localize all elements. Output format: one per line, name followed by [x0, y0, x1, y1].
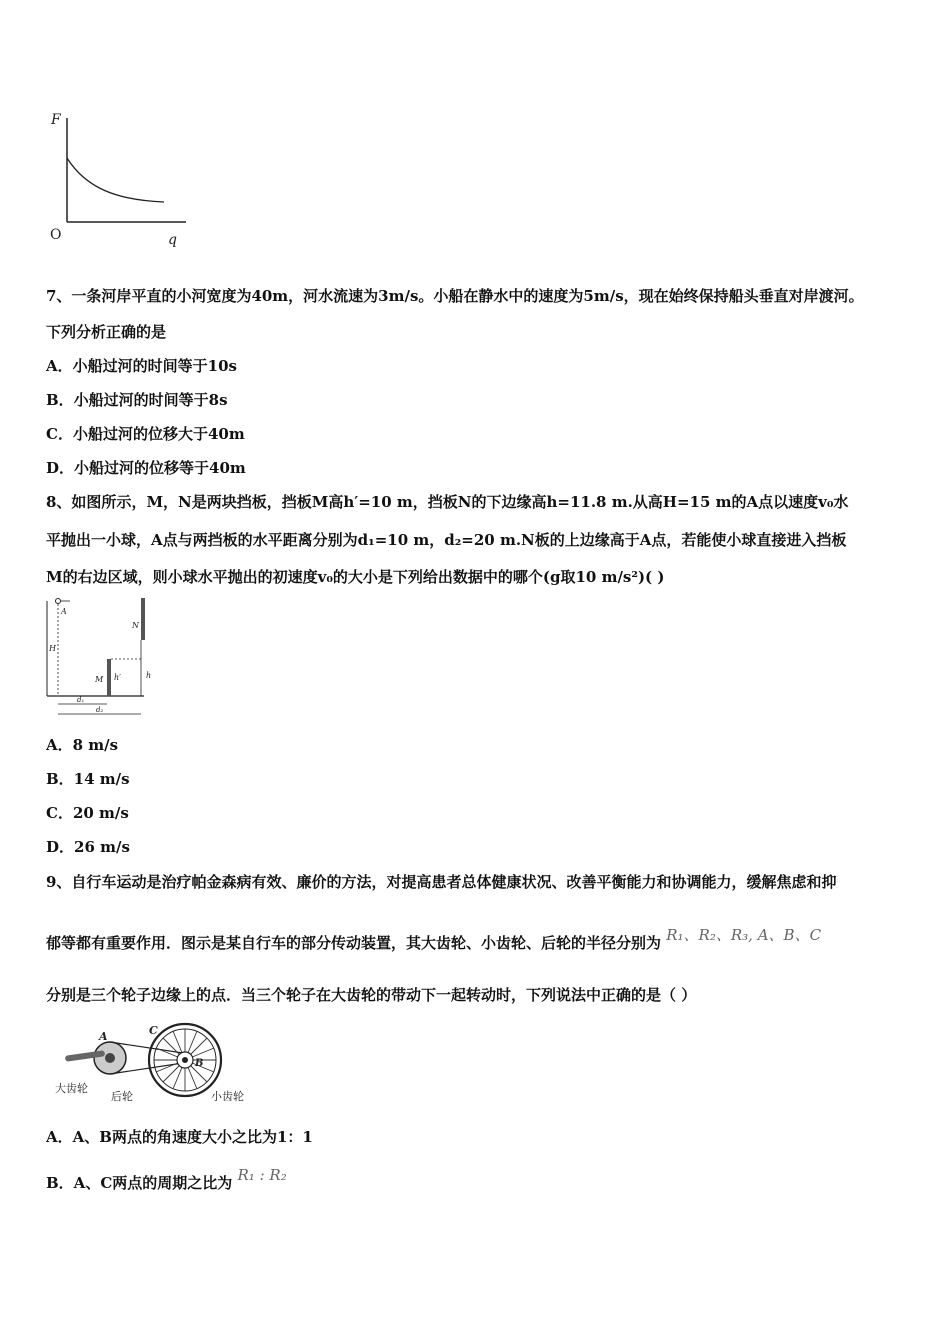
q9-radii-formula: R₁、R₂、R₃, A、B、C: [666, 926, 822, 944]
distance-d2-label: d₂: [96, 706, 104, 714]
q7-stem-line1: 7、一条河岸平直的小河宽度为40m，河水流速为3m/s。小船在静水中的速度为5m/s，现在始终保持船头垂直对岸渡河。: [46, 287, 864, 305]
q9-stem-line1: 9、自行车运动是治疗帕金森病有效、廉价的方法，对提高患者总体健康状况、改善平衡能力和协调能力，缓解焦虑和抑: [46, 873, 837, 891]
barrier-n-label: N: [132, 621, 139, 630]
q8-stem-line1: 8、如图所示，M，N是两块挡板，挡板M高h′=10 m，挡板N的下边缘高h=11.8 m.从高H=15 m的A点以速度v₀水: [46, 493, 849, 511]
distance-d1-label: d₁: [77, 696, 85, 704]
q9-stem-line2-text: 郁等都有重要作用．图示是某自行车的部分传动装置，其大齿轮、小齿轮、后轮的半径分别为: [46, 934, 662, 952]
q9-option-b-ratio: R₁ : R₂: [237, 1166, 287, 1184]
q8-option-b: B．14 m/s: [46, 770, 130, 788]
q7-option-d: D．小船过河的位移等于40m: [46, 459, 246, 477]
f-axis-label: F: [51, 112, 61, 128]
q9-stem-line2: [46, 926, 822, 953]
rear-wheel-label: 后轮: [111, 1090, 133, 1103]
q7-stem-line2: 下列分析正确的是: [46, 323, 167, 341]
q9-option-b: [46, 1166, 287, 1193]
q8-option-d: D．26 m/s: [46, 838, 130, 856]
q8-stem-line2: 平抛出一小球，A点与两挡板的水平距离分别为d₁=10 m，d₂=20 m.N板的上边缘高于A点，若能使小球直接进入挡板: [46, 531, 847, 549]
barrier-m-label: M: [95, 675, 104, 684]
q7-option-c: C．小船过河的位移大于40m: [46, 425, 245, 443]
q9-option-a: A．A、B两点的角速度大小之比为1：1: [46, 1128, 313, 1146]
f-q-graph: [46, 108, 196, 253]
q8-option-a: A．8 m/s: [46, 736, 119, 754]
q9-bike-gear-figure: [55, 1020, 265, 1110]
big-gear-label: 大齿轮: [55, 1082, 88, 1095]
q9-option-b-text: B．A、C两点的周期之比为: [46, 1174, 233, 1192]
point-a-label: A: [61, 607, 67, 616]
q8-barrier-figure: [44, 596, 156, 718]
q9-stem-line3: 分别是三个轮子边缘上的点．当三个轮子在大齿轮的带动下一起转动时，下列说法中正确的是（ ）: [46, 986, 697, 1004]
origin-label: O: [50, 227, 62, 243]
q8-stem-line3: M的右边区域，则小球水平抛出的初速度v₀的大小是下列给出数据中的哪个(g取10 m/s²)( ): [46, 568, 665, 586]
height-h-label: H: [49, 644, 56, 653]
point-c-label: C: [149, 1024, 158, 1037]
point-b-label: B: [195, 1058, 204, 1069]
q7-option-a: A．小船过河的时间等于10s: [46, 357, 237, 375]
q7-option-b: B．小船过河的时间等于8s: [46, 391, 228, 409]
point-a-label: A: [99, 1030, 108, 1043]
small-gear-label: 小齿轮: [211, 1090, 244, 1103]
q8-option-c: C．20 m/s: [46, 804, 129, 822]
height-hp-label: h′: [114, 673, 121, 682]
q-axis-label: q: [168, 232, 177, 248]
height-h-small-label: h: [146, 671, 152, 680]
